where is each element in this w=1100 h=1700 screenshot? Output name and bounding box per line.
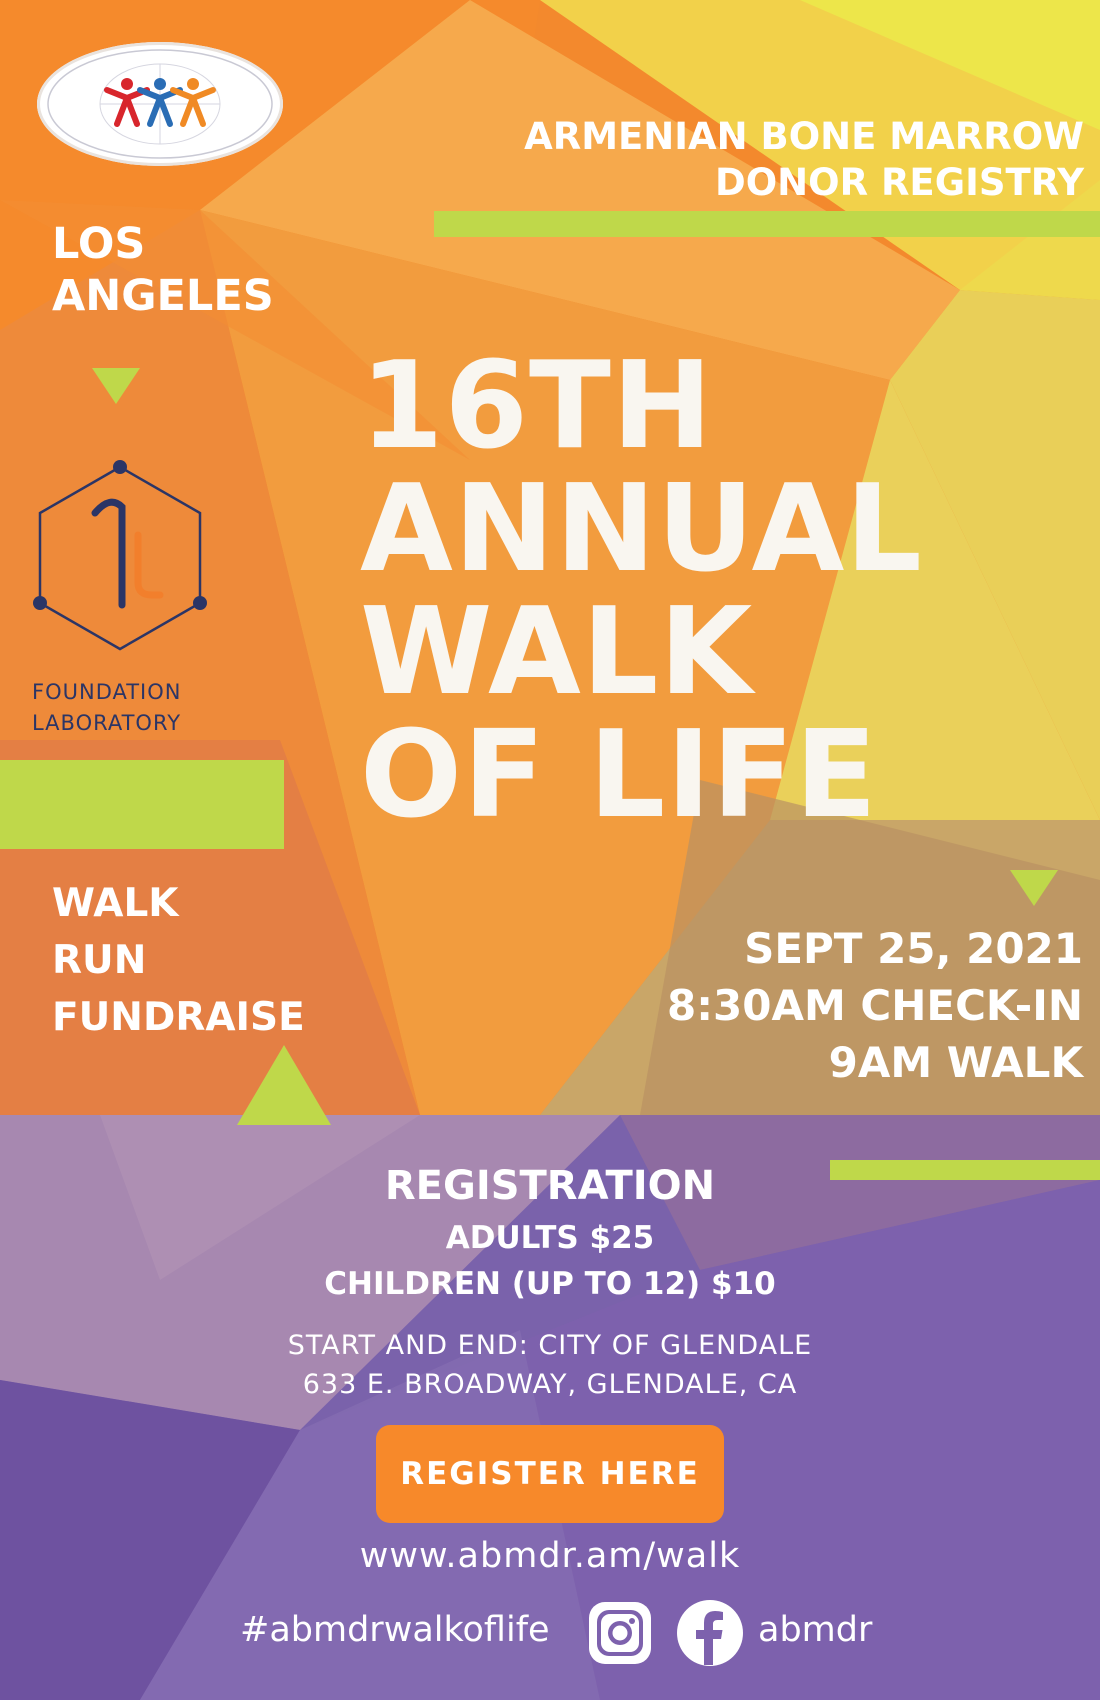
event-headline	[360, 337, 923, 845]
hashtag-text: #abmdrwalkoflife	[240, 1610, 550, 1650]
event-details	[667, 920, 1083, 1091]
registration-adult-price: ADULTS $25	[445, 1220, 655, 1256]
abmdr-logo-mark	[37, 42, 283, 166]
activity-item: WALK	[52, 881, 179, 926]
website-link[interactable]: www.abmdr.am/walk	[359, 1536, 741, 1576]
registration-child-price: CHILDREN (UP TO 12) $10	[324, 1266, 776, 1302]
headline-line3: WALK	[360, 583, 754, 722]
sponsor-line1: FOUNDATION	[32, 680, 182, 704]
accent-bar-top	[434, 211, 1100, 237]
activity-item: RUN	[52, 938, 147, 983]
city-line2: ANGELES	[52, 271, 274, 321]
social-handle: abmdr	[758, 1610, 873, 1650]
foundation-laboratory-logo-icon	[30, 455, 210, 655]
organization-name-line2: DONOR REGISTRY	[714, 161, 1084, 204]
organization-name-line1: ARMENIAN BONE MARROW	[524, 115, 1084, 158]
registration-title: REGISTRATION	[384, 1163, 716, 1209]
location-line1: START AND END: CITY OF GLENDALE	[287, 1330, 813, 1361]
sponsor-line2: LABORATORY	[32, 711, 182, 735]
facebook-icon[interactable]	[676, 1599, 744, 1667]
sponsor-name	[32, 677, 181, 739]
event-walk-time: 9AM WALK	[828, 1038, 1083, 1087]
headline-line4: OF LIFE	[360, 706, 878, 845]
up-triangle-icon	[237, 1045, 331, 1125]
down-triangle-icon	[1010, 870, 1058, 906]
organization-name	[524, 114, 1084, 206]
down-triangle-icon	[92, 368, 140, 404]
event-checkin: 8:30AM CHECK-IN	[667, 981, 1083, 1030]
activities-list	[52, 875, 305, 1046]
location-line2: 633 E. BROADWAY, GLENDALE, CA	[302, 1369, 798, 1400]
headline-line1: 16TH	[360, 337, 714, 476]
city-line1: LOS	[52, 219, 146, 269]
abmdr-logo	[37, 42, 283, 166]
event-date: SEPT 25, 2021	[744, 924, 1083, 973]
city-name	[52, 218, 274, 322]
instagram-icon[interactable]	[586, 1599, 654, 1667]
accent-bar-left	[0, 760, 284, 849]
register-here-button[interactable]: REGISTER HERE	[376, 1425, 724, 1523]
headline-line2: ANNUAL	[360, 460, 923, 599]
activity-item: FUNDRAISE	[52, 995, 305, 1040]
